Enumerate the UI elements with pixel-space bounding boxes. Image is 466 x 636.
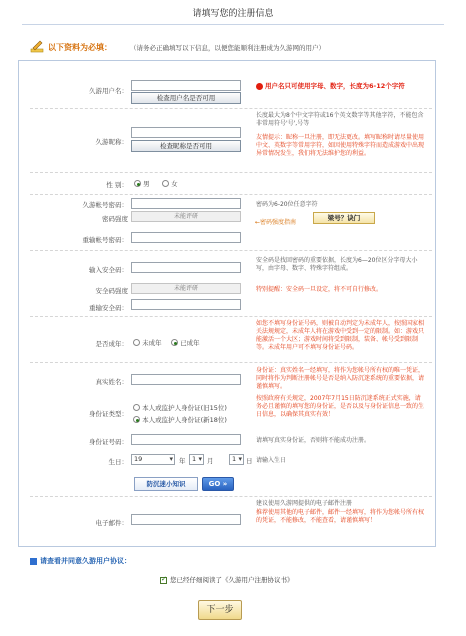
id-number-label: 身份证号码： bbox=[89, 438, 128, 446]
safe-code-hint: 安全码是找回密码的重要依据，长度为6—20位区分字母大小写，由字母、数字、特殊字符组成。 bbox=[256, 257, 418, 272]
checkbox-checked-icon[interactable] bbox=[160, 577, 167, 584]
nickname-hint: 长度最大为8个中文字符或16个英文数字等其他字符，不能包含非常用符号'号',号等 bbox=[256, 112, 424, 127]
id-type-old-option[interactable]: 本人或监护人身份证(旧15位) bbox=[133, 403, 227, 412]
adult-yes-option[interactable]: 已成年 bbox=[171, 338, 200, 347]
confirm-password-input[interactable] bbox=[131, 232, 241, 243]
username-input[interactable] bbox=[131, 80, 241, 91]
id-number-input[interactable] bbox=[131, 434, 241, 445]
password-strength-label: 密码强度 bbox=[102, 215, 128, 223]
email-label: 电子邮件： bbox=[95, 519, 128, 527]
required-note: （请务必正确填写以下信息，以便您能顺利注册成为久游网的用户） bbox=[130, 44, 325, 52]
row-divider bbox=[30, 496, 432, 497]
id-type-label: 身份证类型： bbox=[89, 410, 128, 418]
safe-code-input[interactable] bbox=[131, 262, 241, 273]
birthday-label: 生日： bbox=[108, 458, 128, 466]
anti-addiction-knowledge bbox=[134, 477, 238, 491]
row-divider bbox=[30, 108, 432, 109]
radio-selected-icon[interactable] bbox=[133, 416, 140, 423]
confirm-safe-code-label: 重输安全码： bbox=[89, 304, 128, 312]
password-label: 久游帐号密码： bbox=[82, 201, 128, 209]
real-name-label: 真实姓名： bbox=[95, 378, 128, 386]
adult-red-hint: 如您不填写身份证号码，则被自动判定为未成年人，按照国家相关法规规定，未成年人将在游戏中受到一定的限制。如：游戏只能激活一个大区；游戏时间将受到限制，装备、帐号受到限制等。未成年用户可不填写身份证号码。 bbox=[256, 320, 425, 351]
password-strength-guide-link[interactable]: ←密码强度指南 bbox=[255, 219, 297, 226]
nickname-input[interactable] bbox=[131, 127, 241, 138]
email-hint: 建议使用久游网提供的电子邮件注册 bbox=[256, 500, 353, 507]
gender-label: 性 别： bbox=[106, 181, 128, 189]
id-type-new-option[interactable]: 本人或监护人身份证(新18位) bbox=[133, 415, 227, 424]
no-entry-icon bbox=[256, 83, 263, 90]
real-name-red-hint: 身份证：真实姓名一经填写，将作为您帐号所有权的唯一凭证，同时将作为判断注册帐号是否是纳入防沉迷系统的重要依据，请谨慎填写。 bbox=[256, 367, 425, 390]
email-input[interactable] bbox=[131, 514, 241, 525]
birth-month-select[interactable]: 1 ▾ bbox=[189, 454, 204, 465]
radio-selected-icon[interactable] bbox=[171, 339, 178, 346]
row-divider bbox=[30, 172, 432, 173]
account-tips-button[interactable]: 梁号？诀门 bbox=[313, 212, 375, 224]
nickname-label: 久游昵称： bbox=[95, 138, 128, 146]
title-divider bbox=[22, 24, 444, 25]
page-title: 请填写您的注册信息 bbox=[192, 9, 274, 19]
check-nickname-button[interactable]: 检查昵称是否可用 bbox=[131, 140, 241, 152]
radio-selected-icon[interactable] bbox=[134, 180, 141, 187]
agreement-checkbox-row[interactable]: ✓您已经仔细阅读了《久游用户注册协议书》 bbox=[160, 575, 294, 584]
email-red-hint: 推荐使用其他的电子邮件，邮件一经填写，将作为您帐号所有权的凭证，不能修改，不能查看，请谨慎填写！ bbox=[256, 509, 425, 524]
birth-day-select[interactable]: 1 ▾ bbox=[229, 454, 244, 465]
safe-code-strength-meter: 未能评研 bbox=[131, 283, 241, 294]
radio-icon[interactable] bbox=[133, 404, 140, 411]
username-warning: 用户名只可使用字母、数字，长度为6-12个字符 bbox=[256, 82, 426, 90]
check-username-button[interactable]: 检查用户名是否可用 bbox=[131, 92, 241, 104]
safe-code-label: 输入安全码： bbox=[89, 266, 128, 274]
real-name-input[interactable] bbox=[131, 374, 241, 385]
adult-label: 是否成年： bbox=[95, 340, 128, 348]
password-hint: 密码为6-20位任意字符 bbox=[256, 201, 318, 208]
go-button[interactable]: GO » bbox=[202, 477, 234, 491]
birthday-hint: 请输入生日 bbox=[256, 457, 287, 464]
day-unit: 日 bbox=[246, 457, 253, 465]
next-step-button[interactable]: 下一步 bbox=[198, 600, 242, 620]
pencil-icon bbox=[30, 40, 44, 54]
birth-year-select[interactable]: 19 ▾ bbox=[131, 454, 175, 465]
required-title: 以下资料为必填： bbox=[48, 43, 112, 52]
radio-icon[interactable] bbox=[133, 339, 140, 346]
gender-female-option[interactable]: 女 bbox=[162, 179, 178, 188]
agreement-header: 请查看并同意久游用户协议： bbox=[30, 556, 131, 566]
safe-code-red-hint: 特别提醒：安全码一旦设定，将不可自行修改。 bbox=[256, 286, 383, 293]
required-section-header bbox=[30, 40, 440, 54]
adult-no-option[interactable]: 未成年 bbox=[133, 338, 162, 347]
confirm-safe-code-input[interactable] bbox=[131, 299, 241, 310]
row-divider bbox=[30, 316, 432, 317]
year-unit: 年 bbox=[179, 457, 186, 465]
nickname-red-hint: 友情提示：昵称一旦注册，即无法更改。填写昵称时请尽量使用中文、英数字等常用字符，如因使用特殊字符而造成游戏中出现异常情况发生，我们将无法维护您的利益。 bbox=[256, 134, 425, 157]
row-divider bbox=[30, 194, 432, 195]
month-unit: 月 bbox=[207, 457, 214, 465]
password-input[interactable] bbox=[131, 198, 241, 209]
bullet-icon bbox=[30, 558, 37, 565]
gender-male-option[interactable]: 男 bbox=[134, 179, 150, 188]
confirm-password-label: 重输帐号密码： bbox=[82, 236, 128, 244]
row-divider bbox=[30, 362, 432, 363]
id-type-red-hint: 按照政府有关规定，2007年7月15日防沉迷系统正式实施，请务必且谨慎的填写您的身份证，是否以及与身份证信息一致的生日信息，以确保其真实有效！ bbox=[256, 395, 425, 418]
radio-icon[interactable] bbox=[162, 180, 169, 187]
password-strength-meter: 未能评研 bbox=[131, 211, 241, 222]
anti-addiction-knowledge-button[interactable]: 防沉迷小知识 bbox=[134, 477, 198, 491]
id-number-hint: 请填写真实身份证，否则将不能成功注册。 bbox=[256, 437, 371, 444]
username-label: 久游用户名： bbox=[89, 87, 128, 95]
row-divider bbox=[30, 250, 432, 251]
safe-code-strength-label: 安全码强度 bbox=[95, 287, 128, 295]
